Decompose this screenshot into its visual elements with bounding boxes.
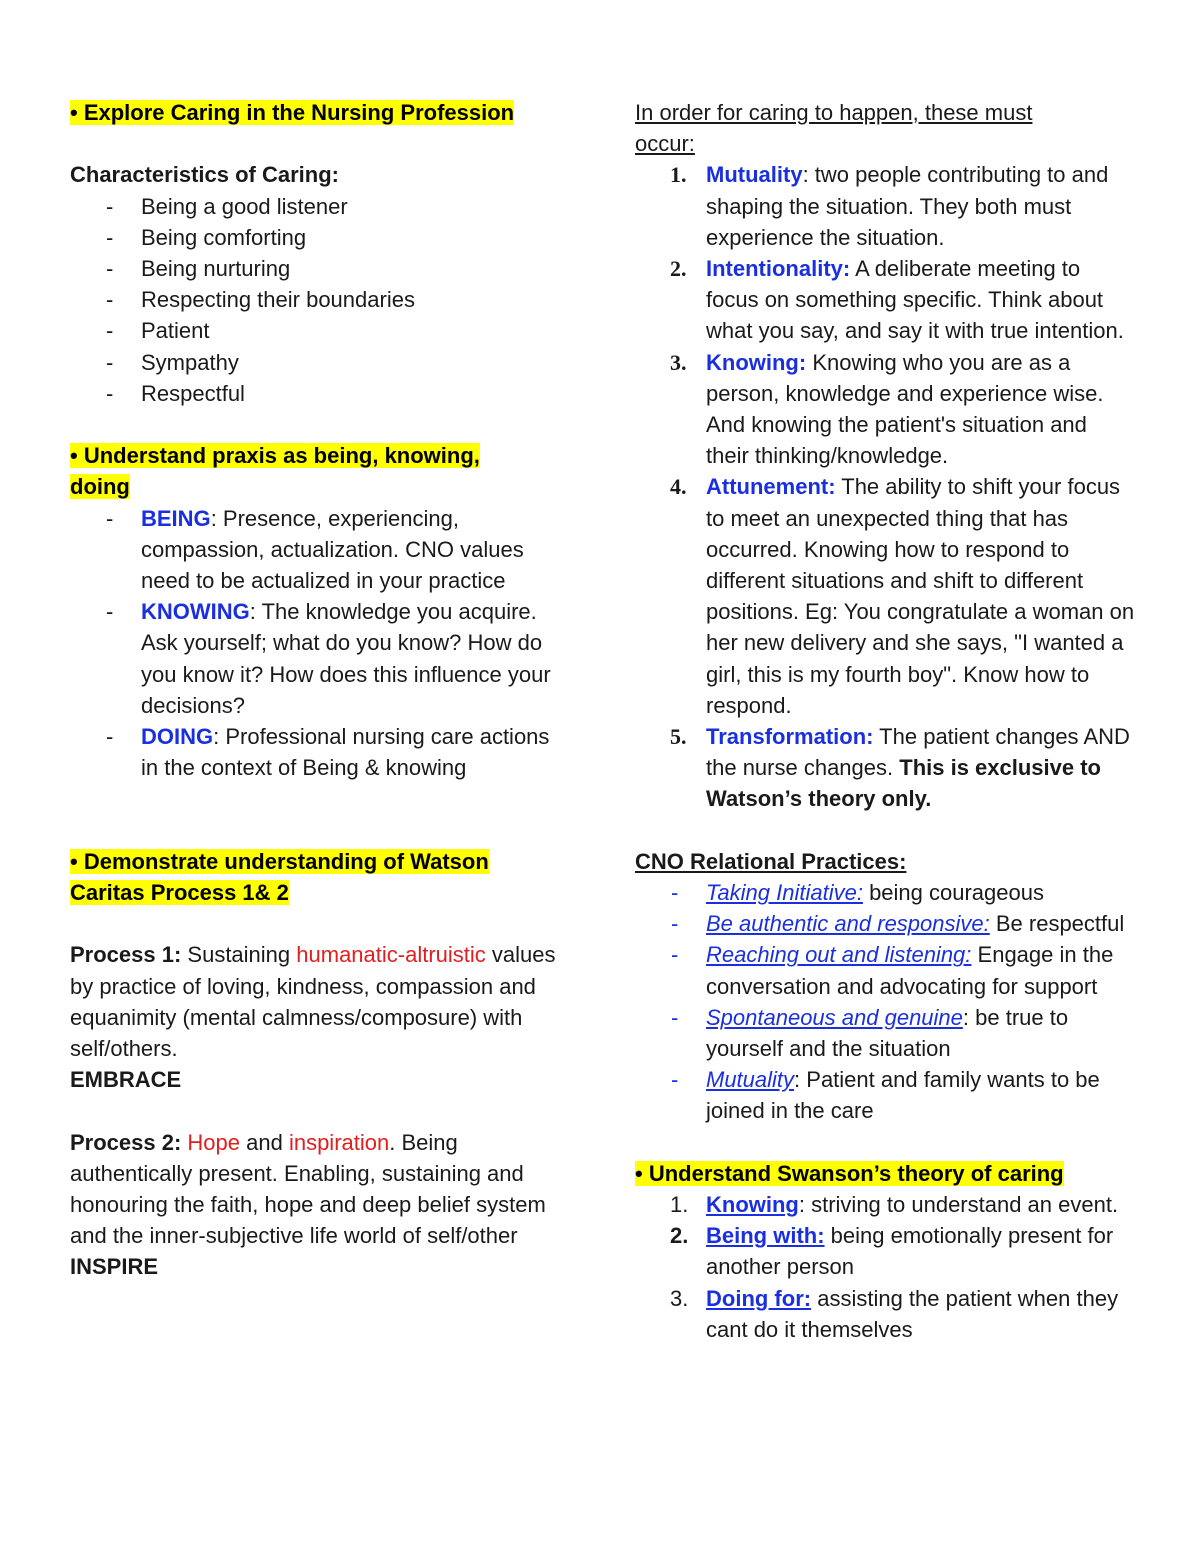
characteristics-list	[70, 191, 565, 409]
right-column	[635, 97, 1135, 1345]
list-item: - Being nurturing	[70, 253, 565, 284]
process-2: Process 2: Hope and inspiration. Being authentically present. Enabling, sustaining and honouring the faith, hope and deep belief system and the inner-subjective life world of self/other	[70, 1129, 546, 1249]
occur-intro: In order for caring to happen, these must occur:	[635, 100, 1033, 157]
characteristics-title: Characteristics of Caring:	[70, 162, 339, 188]
list-item: - Taking Initiative: being courageous	[635, 877, 1135, 908]
praxis-being: - BEING: Presence, experiencing, compassion, actualization. CNO values need to be actualized in your practice	[70, 503, 565, 597]
praxis-list	[70, 503, 565, 784]
list-item: - Respecting their boundaries	[70, 284, 565, 315]
cno-title: CNO Relational Practices:	[635, 848, 907, 874]
list-item: 4. Attunement: The ability to shift your focus to meet an unexpected thing that has occurred. Knowing how to respond to different situations and shift to different positions. Eg: You congratulate a woman on her new delivery and she says, "I wanted a girl, this is my fourth boy". Know how to respond.	[670, 474, 1135, 718]
list-item: 3. Knowing: Knowing who you are as a person, knowledge and experience wise. And knowing the patient's situation and their thinking/knowledge.	[670, 349, 1104, 469]
list-item: - Spontaneous and genuine: be true to yourself and the situation	[635, 1002, 1135, 1064]
list-item: - Sympathy	[70, 347, 565, 378]
praxis-doing: - DOING: Professional nursing care actions in the context of Being & knowing	[70, 721, 565, 783]
list-item: - Mutuality: Patient and family wants to be joined in the care	[635, 1064, 1135, 1126]
praxis-knowing: - KNOWING: The knowledge you acquire. Ask yourself; what do you know? How do you know it? How does this influence your decisions?	[70, 596, 565, 721]
list-item: 2. Intentionality: A deliberate meeting to focus on something specific. Think about what you say, and say it with true intention.	[670, 256, 1124, 344]
list-item: - Reaching out and listening: Engage in the conversation and advocating for support	[635, 939, 1135, 1001]
list-item: 1. Knowing: striving to understand an event.	[670, 1192, 1119, 1218]
list-item: - Patient	[70, 315, 565, 346]
heading-praxis: • Understand praxis as being, knowing, doing	[70, 443, 480, 500]
process-1: Process 1: Sustaining humanatic-altruistic values by practice of loving, kindness, compassion and equanimity (mental calmness/composure) with self/others.	[70, 942, 556, 1062]
list-item: - Being a good listener	[70, 191, 565, 222]
heading-swanson: • Understand Swanson’s theory of caring	[635, 1160, 1064, 1186]
process-1-word: EMBRACE	[70, 1067, 182, 1093]
list-item: 2. Being with: being emotionally present for another person	[670, 1223, 1114, 1280]
list-item: 1. Mutuality: two people contributing to and shaping the situation. They both must experience the situation.	[670, 162, 1109, 250]
list-item: 5. Transformation: The patient changes AND the nurse changes. This is exclusive to Watson’s theory only.	[670, 724, 1130, 812]
cno-list	[635, 877, 1135, 1127]
list-item: - Respectful	[70, 378, 565, 409]
heading-watson: • Demonstrate understanding of Watson Caritas Process 1& 2	[70, 848, 489, 906]
process-2-word: INSPIRE	[70, 1254, 159, 1280]
heading-explore-caring: • Explore Caring in the Nursing Profession	[70, 100, 515, 125]
list-item: 3. Doing for: assisting the patient when they cant do it themselves	[670, 1285, 1119, 1342]
list-item: - Be authentic and responsive: Be respectful	[635, 908, 1135, 939]
occur-list	[635, 159, 1135, 814]
left-column	[70, 97, 565, 1283]
list-item: - Being comforting	[70, 222, 565, 253]
swanson-list	[635, 1189, 1135, 1345]
